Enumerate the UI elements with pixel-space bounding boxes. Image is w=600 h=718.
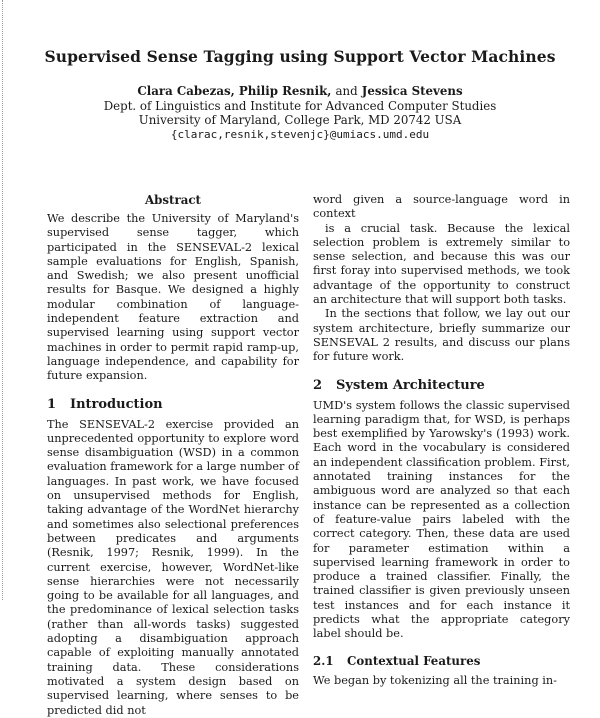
author-name: Philip Resnik, [238, 84, 332, 98]
section-title: Introduction [70, 396, 163, 412]
body-paragraph: The SENSEVAL-2 exercise provided an unprecedented opportunity to explore word sense disambiguation (WSD) in a common evaluation framework for a large number of languages. In past work, we have focused on unsupervised methods for English, taking advantage of the WordNet hierarchy and sometimes also selectional preferences between predicates and arguments (Resnik, 1997; Resnik, 1999). In the current exercise, however, WordNet-like sense hierarchies were not necessarily going to be available for all languages, and the predominance of lexical selection tasks (rather than all-words tasks) suggested adopting a disambiguation approach capable of exploiting manually annotated training data. These considerations motivated a system design based on supervised learning, where senses to be predicted did not [47, 417, 299, 717]
affiliation-line: University of Maryland, College Park, MD 20742 USA [138, 113, 462, 127]
section-title: System Architecture [336, 377, 485, 393]
body-paragraph: We began by tokenizing all the training in- [313, 673, 557, 687]
subsection-number: 2.1 [313, 653, 334, 668]
section-heading [47, 397, 299, 412]
author-names [0, 84, 600, 99]
section-number: 2 [313, 377, 323, 393]
paper-title: Supervised Sense Tagging using Support Vector Machines [44, 47, 556, 66]
body-paragraph: In the sections that follow, we lay out our system architecture, briefly summarize our SENSEVAL 2 results, and discuss our plans for future work. [313, 307, 570, 364]
subsection-title: Contextual Features [347, 653, 481, 668]
author-name: Jessica Stevens [361, 84, 463, 98]
subsection-heading [313, 654, 570, 668]
right-column [313, 193, 570, 688]
author-name: Clara Cabezas, [137, 84, 235, 98]
body-paragraph: UMD's system follows the classic supervised learning paradigm that, for WSD, is perhaps best exemplified by Yarowsky's (1993) work. Each word in the vocabulary is considered an independent classification problem. First, annotated training instances for the ambiguous word are analyzed so that each instance can be represented as a collection of feature-value pairs labeled with the correct category. Then, these data are used for parameter estimation within a supervised learning framework in order to produce a trained classifier. Finally, the trained classifier is given previously unseen test instances and for each instance it predicts what the appropriate category label should be. [313, 398, 570, 641]
body-paragraph-continuation: is a crucial task. Because the lexical selection problem is extremely similar to sense selection, and because this was our first foray into supervised methods, we took advantage of the opportunity to construct an architecture that will support both tasks. [313, 221, 570, 307]
section-number: 1 [47, 396, 57, 412]
author-conjunction: and [335, 84, 358, 98]
author-block [0, 84, 600, 142]
body-paragraph-continuation-line: word given a source-language word in context [313, 193, 570, 221]
section-heading [313, 378, 570, 393]
left-column [47, 193, 299, 718]
author-email: {clarac,resnik,stevenjc}@umiacs.umd.edu [170, 127, 430, 141]
abstract-text: We describe the University of Maryland's supervised sense tagger, which participated in the SENSEVAL-2 lexical sample evaluations for English, Spanish, and Swedish; we also present unofficial results for Basque. We designed a highly modular combination of language-independent feature extraction and supervised learning using support vector machines in order to permit rapid ramp-up, language independence, and capability for future expansion. [47, 212, 299, 383]
abstract-heading: Abstract [145, 193, 201, 207]
affiliation-line: Dept. of Linguistics and Institute for Advanced Computer Studies [103, 98, 497, 113]
